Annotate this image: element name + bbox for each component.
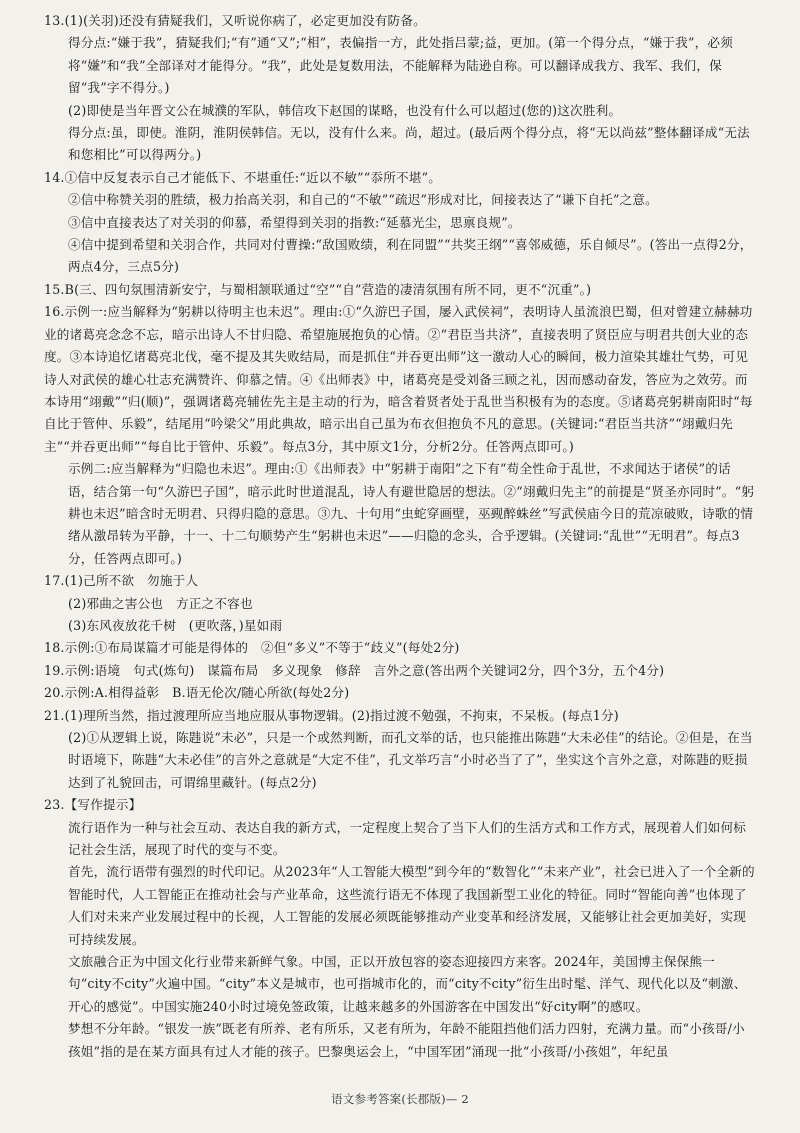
q13-scoring-note-2: 得分点:虽，即使。淮阴，淮阴侯韩信。无以，没有什么来。尚，超过。(最后两个得分点，将“无以尚兹”整体翻译成“无法和您相比”可以得两分。) bbox=[68, 125, 750, 163]
q21-answer-2: (2)①从逻辑上说，陈韪说“未必”，只是一个或然判断，而孔文举的话，也只能推出陈韪“大未必佳”的结论。②但是，在当时语境下，陈韪“大未必佳”的言外之意就是“大定不佳”，孔文举巧言“小时必当了了”，坐实这个言外之意，对陈韪的贬损达到了礼貌回击，可谓绵里藏针。(每点2分) bbox=[68, 730, 753, 790]
q16-example-2: 示例二:应当解释为“归隐也未迟”。理由:①《出师表》中“躬耕于南阳”之下有“苟全性命于乱世，不求闻达于诸侯”的话语，结合第一句“久游巴子国”，暗示此时世道混乱，诗人有避世隐居的想法。②“翊戴归先主”的前提是“贤圣亦同时”。“躬耕也未迟”暗含时无明君、只得归隐的意思。③九、十句用“虫蛇穿画壁，巫觋醉蛛丝”写武侯庙今日的荒凉破败，诗歌的情绪从激昂转为平静，十一、十二句顺势产生“躬耕也未迟”——归隐的念头，合乎逻辑。(关键词:“乱世”“无明君”。每点3分，任答两点即可。) bbox=[68, 461, 755, 566]
q14-point-1: 14.①信中反复表示自己才能低下、不堪重任:“近以不敏”“忝所不堪”。 bbox=[44, 169, 442, 185]
q17-answer-3: (3)东风夜放花千树 (更吹落，)星如雨 bbox=[68, 617, 283, 633]
q23-heading: 23.【写作提示】 bbox=[44, 797, 142, 813]
q20-answer: 20.示例:A.相得益彰 B.语无伦次/随心所欲(每处2分) bbox=[44, 685, 350, 701]
page-footer: 语文参考答案(长郡版)— 2 bbox=[331, 1092, 469, 1106]
q17-answer-1: 17.(1)己所不欲 勿施于人 bbox=[44, 573, 199, 589]
q17-answer-2: (2)邪曲之害公也 方正之不容也 bbox=[68, 595, 253, 611]
q18-answer: 18.示例:①布局谋篇才可能是得体的 ②但“多义”不等于“歧义”(每处2分) bbox=[44, 640, 460, 656]
q19-answer: 19.示例:语境 句式(炼句) 谋篇布局 多义现象 修辞 言外之意(答出两个关键词2分，四个3分，五个4分) bbox=[44, 662, 665, 678]
q13-answer-2: (2)即使是当年晋文公在城濮的军队，韩信攻下赵国的谋略，也没有什么可以超过(您的)这次胜利。 bbox=[68, 102, 622, 118]
q14-point-3: ③信中直接表达了对关羽的仰慕，希望得到关羽的指教:“延慕光尘，思禀良规”。 bbox=[68, 214, 521, 230]
q23-paragraph-1: 流行语作为一种与社会互动、表达自我的新方式，一定程度上契合了当下人们的生活方式和工作方式，展现着人们如何标记社会生活，展现了时代的变与不变。 bbox=[68, 819, 747, 858]
q14-point-2: ②信中称赞关羽的胜绩，极力抬高关羽，和自己的“不敏”“疏迟”形成对比，间接表达了“谦下自托”之意。 bbox=[68, 192, 658, 208]
q14-point-4: ④信中提到希望和关羽合作，共同对付曹操:“敌国败绩，利在同盟”“共奖王纲”“喜邻威德，乐自倾尽”。(答出一点得2分，两点4分，三点5分) bbox=[68, 237, 753, 275]
q21-answer-1: 21.(1)理所当然，指过渡理所应当地应服从事物逻辑。(2)指过渡不勉强，不拘束，不呆板。(每点1分) bbox=[44, 707, 619, 723]
q13-answer-1: 13.(1)(关羽)还没有猜疑我们，又听说你病了，必定更加没有防备。 bbox=[44, 13, 426, 28]
q13-scoring-note-1: 得分点:“嫌于我”，猜疑我们;“有”通“又”;“相”，表偏指一方，此处指吕蒙;益，更加。(第一个得分点，“嫌于我”，必须将“嫌”和“我”全部译对才能得分。“我”，此处是复数用法，不能解释为陆逊自称。可以翻译成我方、我军、我们，保留“我”字不得分。) bbox=[68, 35, 733, 96]
q23-paragraph-3: 文旅融合正为中国文化行业带来新鲜气象。中国，正以开放包容的姿态迎接四方来客。2024年，美国博主保保熊一句“city不city”火遍中国。“city”本义是城市，也可指城市化的，而“city不city”衍生出时髦、洋气、现代化以及“刺激、开心的感觉”。中国实施240小时过境免签政策，让越来越多的外国游客在中国发出“好city啊”的感叹。 bbox=[68, 954, 747, 1014]
q15-answer: 15.B(三、四句氛围清新安宁，与蜀相颔联通过“空”“自”营造的凄清氛围有所不同，更不“沉重”。) bbox=[44, 281, 592, 297]
q23-paragraph-2: 首先，流行语带有强烈的时代印记。从2023年“人工智能大模型”到今年的“数智化”“未来产业”，社会已进入了一个全新的智能时代，人工智能正在推动社会与产业革命，这些流行语无不体现了我国新型工业化的特征。同时“智能向善”也体现了人们对未来产业发展过程中的长视，人工智能的发展必须既能够推动产业变革和经济发展，又能够让社会更加美好，实现可持续发展。 bbox=[68, 864, 755, 947]
q16-example-1: 16.示例一:应当解释为“躬耕以待明主也未迟”。理由:①“久游巴子国，屡入武侯祠”，表明诗人虽流浪巴蜀，但对曾建立赫赫功业的诸葛亮念念不忘，暗示出诗人不甘归隐、希望施展抱负的心情。②“君臣当共济”，直接表明了贤臣应与明君共创大业的态度。③本诗追忆诸葛亮北伐，毫不提及其失败结局，而是抓住“并吞更出师”这一激动人心的瞬间，极力渲染其雄壮气势，可见诗人对武侯的雄心壮志充满赞许、仰慕之情。④《出师表》中，诸葛亮是受刘备三顾之礼，因而感动奋发，答应为之效劳。而本诗用“翊戴”“归(顺)”，强调诸葛亮辅佐先主是主动的行为，暗含着贤者处于乱世当积极有为的态度。⑤诸葛亮躬耕南阳时“每自比于管仲、乐毅”，结尾用“吟梁父”用此典故，暗示出自己虽为布衣但抱负不凡的意思。(关键词:“君臣当共济”“翊戴归先主”“并吞更出师”“每自比于管仲、乐毅”。每点3分，其中原文1分，分析2分。任答两点即可。) bbox=[44, 304, 753, 454]
q23-paragraph-4: 梦想不分年龄。“银发一族”既老有所养、老有所乐，又老有所为，年龄不能阻挡他们活力四射，充满力量。而“小孩哥/小孩姐”指的是在某方面具有过人才能的孩子。巴黎奥运会上，“中国军团”涌现一批“小孩哥/小孩姐”，年纪虽 bbox=[68, 1021, 745, 1059]
